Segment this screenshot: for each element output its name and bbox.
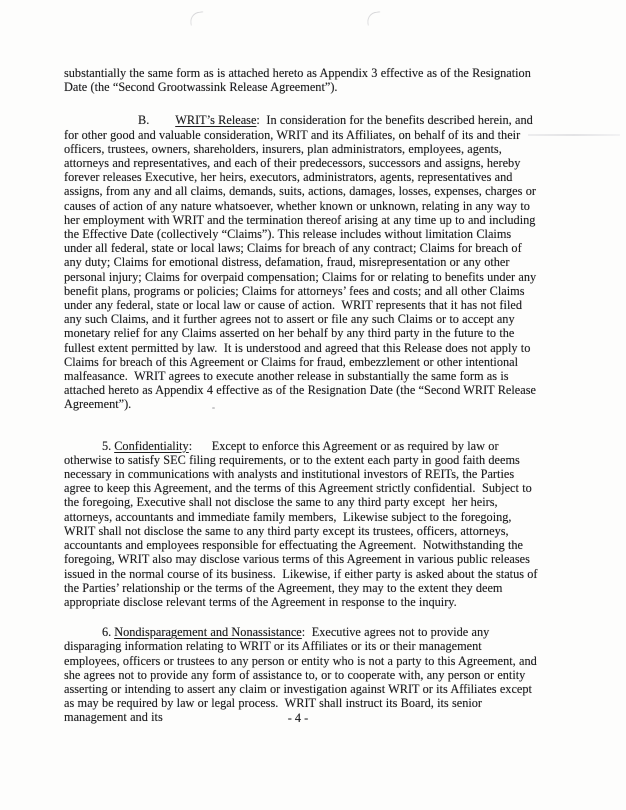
paragraph-section-b <box>64 113 538 411</box>
section-5-label: 5. <box>102 438 112 453</box>
paragraph-section-6 <box>64 625 541 725</box>
section-5-body: : Except to enforce this Agreement or as required by law or otherwise to satisfy SEC filing requirements, or to the extent each party in good faith deems necessary in communications with analysts and institutional investors of REITs, the Parties agree to keep this Agreement, and the terms of this Agreement strictly confidential. Subject to the foregoing, Executive shall not disclose the same to any third party except her heirs, attorneys, accountants and immediate family members, Likewise subject to the foregoing, WRIT shall not disclose the same to any third party except its trustees, officers, attorneys, accountants and employees responsible for effectuating the Agreement. Notwithstanding the foregoing, WRIT also may disclose various terms of this Agreement in various public releases issued in the normal course of its business. Likewise, if either party is asked about the status of the Parties’ relationship or the terms of the Agreement, they may to the extent they deem appropriate disclose relevant terms of the Agreement in response to the inquiry. <box>64 438 541 609</box>
scan-artifact-right <box>366 11 381 25</box>
scan-streak <box>528 134 620 136</box>
intro-text: substantially the same form as is attached hereto as Appendix 3 effective as of the Resignation Date (the “Second Grootwassink Release Agreement”). <box>64 66 535 95</box>
section-b-label: B. <box>138 113 150 128</box>
paragraph-intro <box>64 66 538 94</box>
document-body <box>64 66 541 725</box>
section-6-heading: Nondisparagement and Nonassistance <box>114 625 302 640</box>
page-number: - 4 - <box>287 711 309 725</box>
section-b-heading: WRIT’s Release <box>175 113 257 128</box>
paragraph-section-5 <box>64 438 541 609</box>
section-5-heading: Confidentiality <box>114 438 189 453</box>
section-b-tab-space <box>149 123 175 124</box>
section-b-body: : In consideration for the benefits described herein, and for other good and valuable consideration, WRIT and its Affiliates, on behalf of its and their officers, trustees, owners, shareholders, insurers, plan administrators, employees, agents, attorneys and representatives, and each of their predecessors, successors and assigns, hereby forever releases Executive, her heirs, executors, administrators, agents, representatives and assigns, from any and all claims, demands, suits, actions, damages, losses, expenses, charges or causes of action of any nature whatsoever, whether known or unknown, relating in any way to her employment with WRIT and the termination thereof arising at any time up to and including the Effective Date (collectively “Claims”). This release includes without limitation Claims under all federal, state or local laws; Claims for breach of any contract; Claims for breach of any duty; Claims for emotional distress, defamation, fraud, misrepresentation or any other personal injury; Claims for overpaid compensation; Claims for or relating to benefits under any benefit plans, programs or policies; Claims for attorneys’ fees and costs; and all other Claims under any federal, state or local law or cause of action. WRIT represents that it has not filed any such Claims, and it further agrees not to assert or file any such Claims or to accept any monetary relief for any Claims asserted on her behalf by any third party in the future to the fullest extent permitted by law. It is understood and agreed that this Release does not apply to Claims for breach of this Agreement or Claims for fraud, embezzlement or other intentional malfeasance. WRIT agrees to execute another release in substantially the same form as is attached hereto as Appendix 4 effective as of the Resignation Date (the “Second WRIT Release Agreement”). <box>64 113 540 412</box>
scan-artifact-left <box>189 11 204 25</box>
section-6-label: 6. <box>102 625 112 640</box>
section-6-body: : Executive agrees not to provide any disparaging information relating to WRIT or its Affiliates or its or their management employees, officers or trustees to any person or entity who is not a party to this Agreement, and she agrees not to provide any form of assistance to, or to cooperate with, any person or entity asserting or intending to assert any claim or investigation against WRIT or its Affiliates except as may be required by law or legal process. WRIT shall instruct its Board, its senior management and its <box>64 625 541 725</box>
